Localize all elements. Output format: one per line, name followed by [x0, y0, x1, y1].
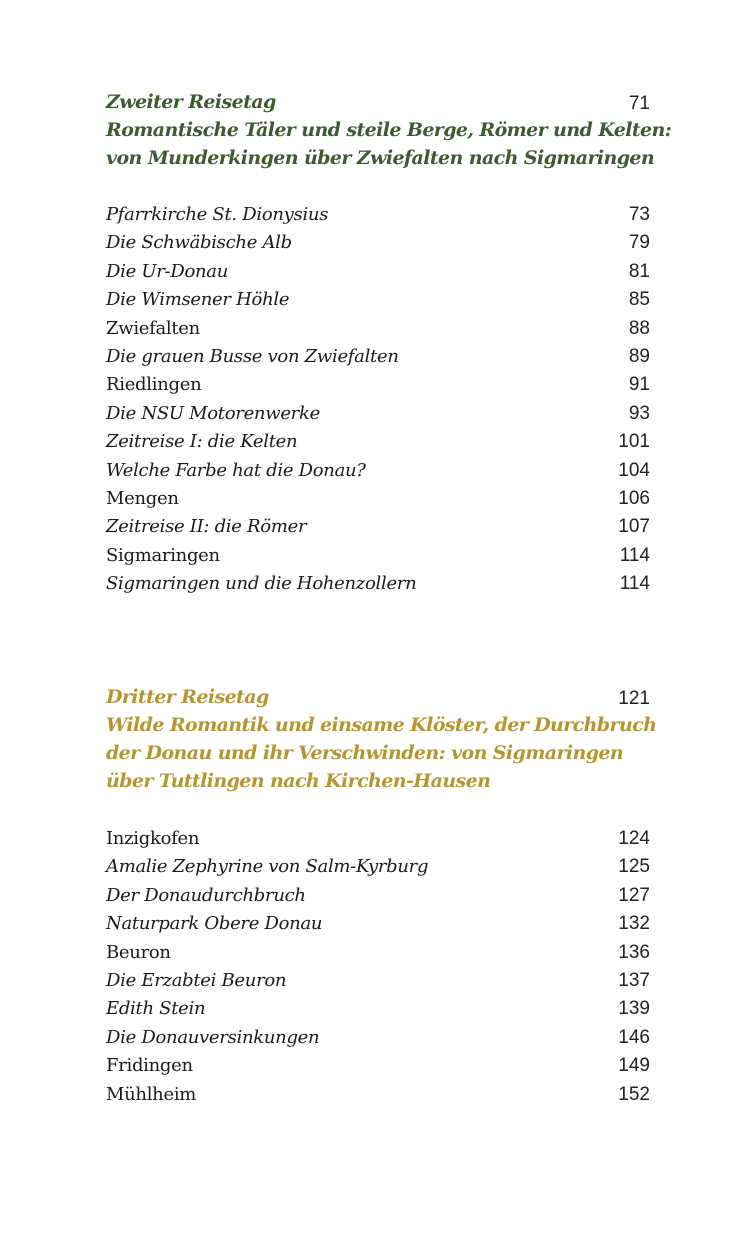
toc-entry: [106, 286, 650, 314]
entry-title: Die Wimsener Höhle: [106, 289, 290, 311]
toc-entry: [106, 570, 650, 598]
entry-title: Edith Stein: [106, 998, 206, 1020]
entry-page: 137: [618, 969, 650, 991]
toc-entry: [106, 1024, 650, 1052]
entry-title: Die Schwäbische Alb: [106, 232, 292, 254]
section-heading-line: Dritter Reisetag: [106, 686, 269, 708]
entry-page: 91: [628, 374, 650, 396]
toc-entry: [106, 258, 650, 286]
entry-page: 149: [618, 1055, 650, 1077]
toc-entry-list: [106, 825, 650, 1109]
entry-page: 107: [618, 516, 650, 538]
entry-page: 79: [628, 232, 650, 254]
entry-title: Mühlheim: [106, 1083, 197, 1105]
entry-page: 132: [618, 913, 650, 935]
entry-page: 88: [628, 317, 650, 339]
entry-page: 73: [628, 204, 650, 225]
entry-title: Naturpark Obere Donau: [106, 913, 323, 935]
toc-entry: [106, 825, 650, 853]
toc-entry: [106, 939, 650, 967]
entry-page: 104: [618, 459, 650, 481]
entry-title: Der Donaudurchbruch: [106, 884, 306, 906]
toc-entry: [106, 853, 650, 881]
entry-title: Zeitreise I: die Kelten: [106, 431, 298, 453]
entry-title: Die NSU Motorenwerke: [106, 402, 320, 424]
section-page-number: 71: [628, 93, 650, 114]
toc-entry: [106, 371, 650, 399]
section-heading: [106, 683, 657, 792]
entry-page: 81: [628, 260, 650, 282]
section-heading-line: Romantische Täler und steile Berge, Römer und Kelten:: [106, 119, 672, 141]
toc-entry: [106, 542, 650, 570]
entry-page: 85: [628, 289, 650, 311]
entry-title: Pfarrkirche St. Dionysius: [106, 204, 329, 225]
toc-entry: [106, 343, 650, 371]
toc-entry: [106, 201, 650, 229]
entry-title: Zeitreise II: die Römer: [106, 516, 307, 538]
entry-page: 139: [618, 998, 650, 1020]
toc-entry: [106, 882, 650, 910]
entry-page: 146: [618, 1026, 650, 1048]
entry-title: Inzigkofen: [106, 828, 200, 849]
entry-page: 114: [619, 573, 650, 595]
entry-title: Die Ur-Donau: [106, 260, 229, 282]
entry-title: Welche Farbe hat die Donau?: [106, 459, 366, 481]
toc-entry: [106, 315, 650, 343]
entry-title: Sigmaringen: [106, 544, 220, 566]
entry-title: Fridingen: [106, 1055, 193, 1077]
entry-page: 127: [618, 884, 650, 906]
toc-entry: [106, 1081, 650, 1109]
section-heading-line: der Donau und ihr Verschwinden: von Sigmaringen: [106, 742, 624, 764]
section-heading: [106, 88, 672, 178]
entry-page: 136: [618, 941, 650, 963]
section-heading-line: von Munderkingen über Zwiefalten nach Sigmaringen: [106, 147, 655, 169]
toc-entry: [106, 910, 650, 938]
entry-page: 106: [618, 487, 650, 509]
entry-title: Mengen: [106, 487, 179, 509]
toc-entry: [106, 1052, 650, 1080]
toc-entry: [106, 995, 650, 1023]
toc-entry-list: [106, 201, 650, 598]
entry-title: Beuron: [106, 941, 171, 963]
toc-entry: [106, 513, 650, 541]
entry-title: Die grauen Busse von Zwiefalten: [106, 345, 399, 367]
entry-title: Sigmaringen und die Hohenzollern: [106, 573, 417, 595]
entry-page: 89: [628, 345, 650, 367]
toc-entry: [106, 485, 650, 513]
entry-title: Zwiefalten: [106, 317, 200, 339]
section-heading-line: Zweiter Reisetag: [106, 91, 276, 113]
entry-title: Riedlingen: [106, 374, 202, 396]
entry-title: Die Donauversinkungen: [106, 1026, 320, 1048]
toc-entry: [106, 229, 650, 257]
toc-section-second-day: [106, 88, 672, 595]
toc-section-third-day: [106, 683, 657, 1105]
toc-entry: [106, 457, 650, 485]
entry-page: 125: [618, 856, 650, 878]
entry-page: 114: [619, 544, 650, 566]
entry-page: 124: [618, 828, 650, 849]
entry-title: Die Erzabtei Beuron: [106, 969, 287, 991]
entry-page: 101: [618, 431, 650, 453]
section-heading-line: Wilde Romantik und einsame Klöster, der Durchbruch: [106, 714, 657, 736]
section-heading-line: über Tuttlingen nach Kirchen-Hausen: [106, 770, 491, 792]
entry-title: Amalie Zephyrine von Salm-Kyrburg: [106, 856, 429, 878]
section-page-number: 121: [618, 688, 650, 709]
toc-entry: [106, 400, 650, 428]
entry-page: 152: [618, 1083, 650, 1105]
toc-entry: [106, 428, 650, 456]
entry-page: 93: [628, 402, 650, 424]
toc-entry: [106, 967, 650, 995]
